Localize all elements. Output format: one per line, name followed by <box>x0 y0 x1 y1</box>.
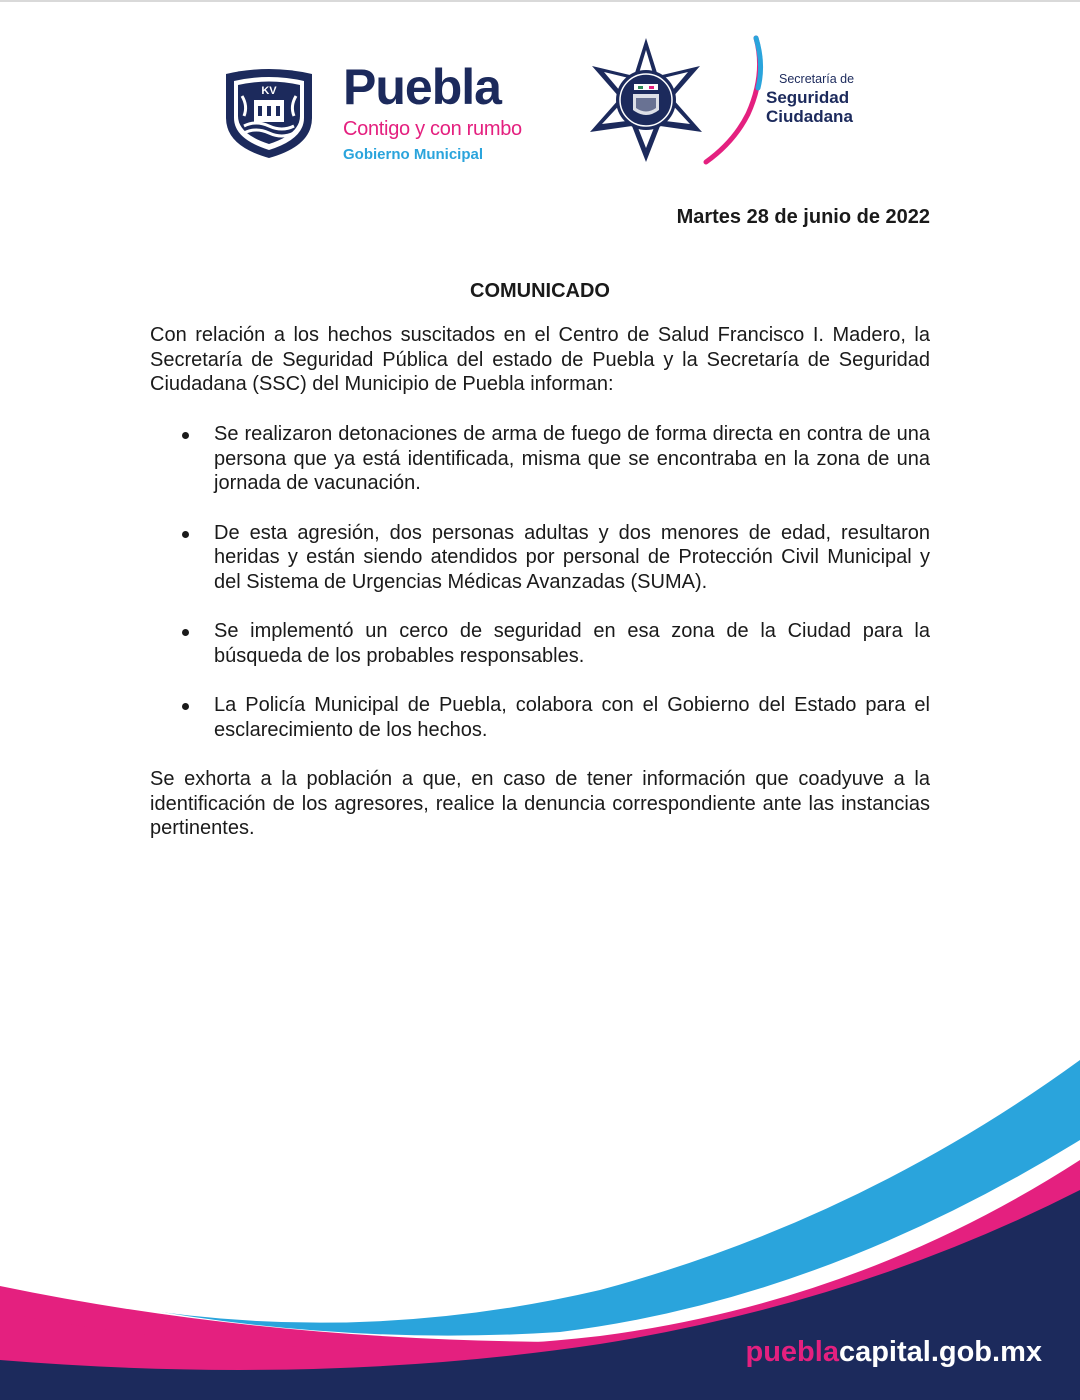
bullet-item: La Policía Municipal de Puebla, colabora con el Gobierno del Estado para el esclarecimiento de los hechos. <box>150 693 930 742</box>
puebla-logo-wordmark: Puebla <box>343 59 501 115</box>
footer-website-part1: puebla <box>745 1336 839 1368</box>
secretaria-label: Secretaría de <box>779 72 855 86</box>
closing-paragraph: Se exhorta a la población a que, en caso de tener información que coadyuve a la identificación de los agresores, realice la denuncia correspondiente ante las instancias pertinentes. <box>150 768 930 839</box>
intro-paragraph: Con relación a los hechos suscitados en el Centro de Salud Francisco I. Madero, la Secretaría de Seguridad Pública del estado de Puebla y la Secretaría de Seguridad Ciudadana (SSC) del Municipio de Puebla informan: <box>150 324 930 395</box>
footer-website-part2: capital.gob.mx <box>838 1336 1042 1368</box>
bullet-item: Se realizaron detonaciones de arma de fuego de forma directa en contra de una persona que ya está identificada, misma que se encontraba en la zona de una jornada de vacunación. <box>150 422 930 496</box>
bullet-item: De esta agresión, dos personas adultas y dos menores de edad, resultaron heridas y están siendo atendidos por personal de Protección Civil Municipal y del Sistema de Urgencias Médicas Avanzadas (SUMA). <box>150 521 930 595</box>
footer-website <box>745 1338 1042 1367</box>
document-date: Martes 28 de junio de 2022 <box>676 206 930 228</box>
document-heading: COMUNICADO <box>470 280 610 302</box>
police-star-badge-icon <box>578 36 714 164</box>
municipal-shield-icon <box>220 66 318 160</box>
logo-tagline: Contigo y con rumbo <box>343 118 522 140</box>
secretaria-name-line2: Ciudadana <box>766 107 853 126</box>
secretaria-name <box>766 88 853 126</box>
top-border <box>0 0 1080 2</box>
svg-text:KV: KV <box>261 85 277 97</box>
swoosh-icon <box>700 34 770 166</box>
logo-subtitle: Gobierno Municipal <box>343 146 484 163</box>
bullet-list <box>150 422 930 767</box>
secretaria-name-line1: Seguridad <box>766 88 850 107</box>
bullet-item: Se implementó un cerco de seguridad en esa zona de la Ciudad para la búsqueda de los probables responsables. <box>150 619 930 668</box>
